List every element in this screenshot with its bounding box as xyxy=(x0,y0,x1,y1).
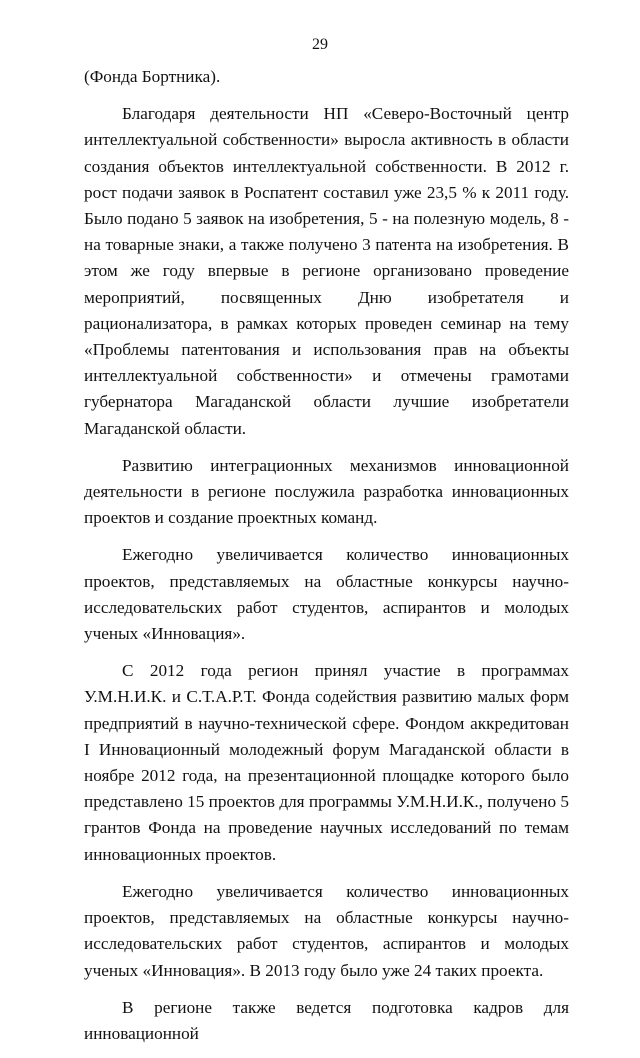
paragraph-contests: Ежегодно увеличивается количество инновационных проектов, представляемых на областные конкурсы научно-исследовательских работ студентов, аспирантов и молодых ученых «Инновация». xyxy=(84,545,569,644)
paragraph-integration: Развитию интеграционных механизмов инновационной деятельности в регионе послужила разработка инновационных проектов и создание проектных команд. xyxy=(84,455,569,528)
page-number: 29 xyxy=(312,36,328,53)
paragraph-umnik-start: С 2012 года регион принял участие в программах У.М.Н.И.К. и С.Т.А.Р.Т. Фонда содействия развитию малых форм предприятий в научно-технической сфере. Фондом аккредитован I Инновационный молодежный форум Магаданской области в ноябре 2012 года, на презентационной площадке которого было представлено 15 проектов для программы У.М.Н.И.К., получено 5 грантов Фонда на проведение научных исследований по темам инновационных проектов. xyxy=(84,661,569,864)
paragraph-contests-2013: Ежегодно увеличивается количество инновационных проектов, представляемых на областные конкурсы научно-исследовательских работ студентов, аспирантов и молодых ученых «Инновация». В 2013 году было уже 24 таких проекта. xyxy=(84,881,569,980)
body-text xyxy=(84,64,569,1058)
paragraph-training: В регионе также ведется подготовка кадров для инновационной xyxy=(84,997,569,1043)
paragraph-continuation: (Фонда Бортника). xyxy=(84,67,221,86)
paragraph-ip-center: Благодаря деятельности НП «Северо-Восточный центр интеллектуальной собственности» выросла активность в области создания объектов интеллектуальной собственности. В 2012 г. рост подачи заявок в Роспатент составил уже 23,5 % к 2011 году. Было подано 5 заявок на изобретения, 5 - на полезную модель, 8 - на товарные знаки, а также получено 3 патента на изобретения. В этом же году впервые в регионе организовано проведение мероприятий, посвященных Дню изобретателя и рационализатора, в рамках которых проведен семинар на тему «Проблемы патентования и использования прав на объекты интеллектуальной собственности» и отмечены грамотами губернатора Магаданской области лучшие изобретатели Магаданской области. xyxy=(84,104,569,438)
